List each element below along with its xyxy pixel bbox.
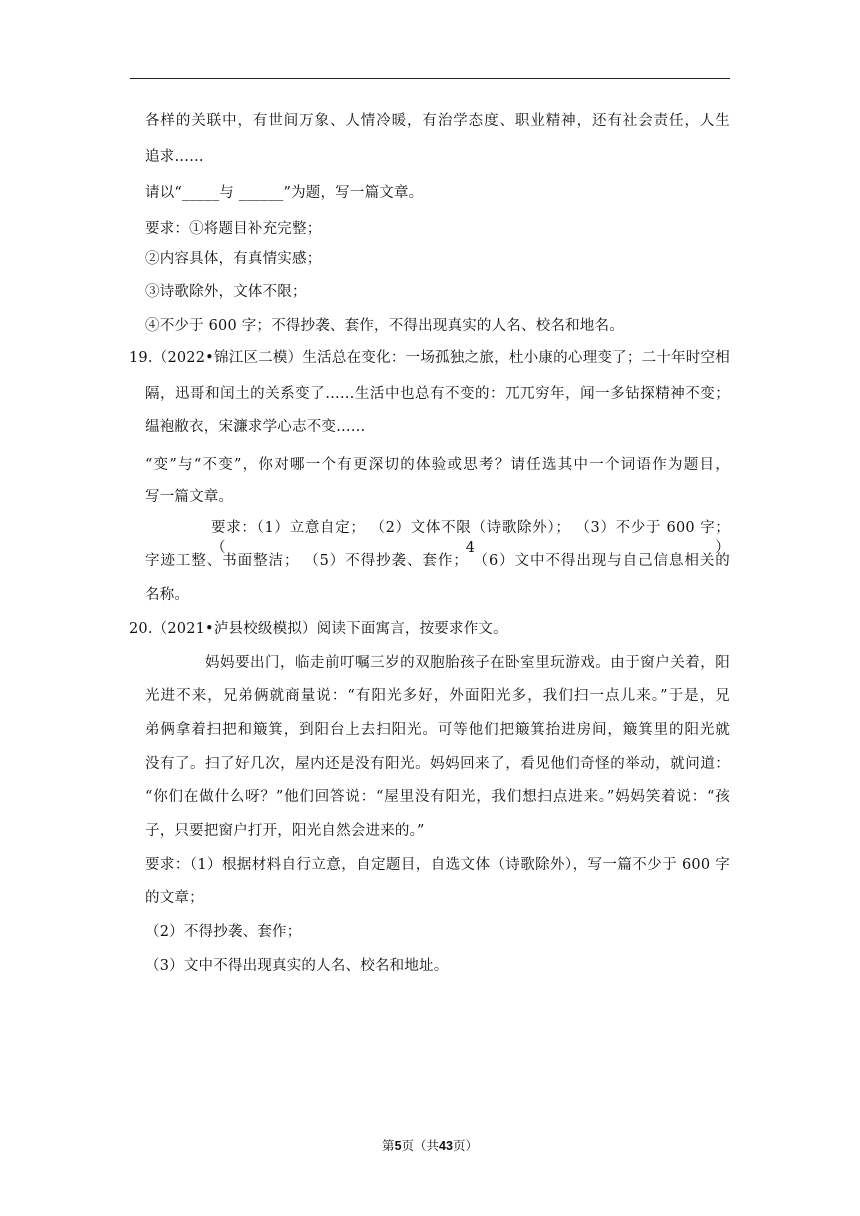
text-line: 光进不来，兄弟俩就商量说：“有阳光多好，外面阳光多，我们扫一点儿来。”于是，兄 <box>145 688 730 704</box>
text-line: 要求：（1）根据材料自行立意，自定题目，自选文体（诗歌除外），写一篇不少于 600 字 <box>145 857 730 873</box>
text-line: 要求：（1）立意自定； （2）文体不限（诗歌除外）； （3）不少于 600 字；（4） <box>211 520 730 556</box>
text-line: 追求…… <box>145 149 204 165</box>
text-line: “变”与“不变”，你对哪一个有更深切的体验或思考？请任选其中一个词语作为题目， <box>145 457 730 473</box>
text-line: “你们在做什么呀？”他们回答说：“屋里没有阳光，我们想扫点进来。”妈妈笑着说：“孩 <box>145 789 730 805</box>
total-page-number: 43 <box>439 1139 453 1153</box>
text-line: 字迹工整、书面整洁； （5）不得抄袭、套作； （6）文中不得出现与自己信息相关的 <box>145 553 730 569</box>
text-line: 名称。 <box>145 587 190 603</box>
current-page-number: 5 <box>394 1139 402 1153</box>
text-line: （3）文中不得出现真实的人名、校名和地址。 <box>145 958 449 974</box>
text-line: ②内容具体，有真情实感； <box>145 251 322 267</box>
text-line: 的文章； <box>145 890 204 906</box>
text-line: ④不少于 600 字；不得抄袭、套作，不得出现真实的人名、校名和地名。 <box>145 318 624 334</box>
text-line: 请以“_____与 ______”为题，写一篇文章。 <box>145 185 424 201</box>
footer-prefix: 第 <box>382 1138 395 1153</box>
footer-middle: 页（共 <box>401 1138 440 1153</box>
text-line: 缊袍敝衣，宋濂求学心志不变…… <box>145 419 366 435</box>
text-line: ③诗歌除外，文体不限； <box>145 284 307 300</box>
text-line: 各样的关联中，有世间万象、人情冷暖，有治学态度、职业精神，还有社会责任，人生 <box>145 113 730 129</box>
text-line: 弟俩拿着扫把和簸箕，到阳台上去扫阳光。可等他们把簸箕抬进房间，簸箕里的阳光就 <box>145 722 730 738</box>
text-line: 要求：①将题目补充完整； <box>145 221 322 237</box>
text-line: 子，只要把窗户打开，阳光自然会进来的。” <box>145 823 425 839</box>
text-line: 隔，迅哥和闰土的关系变了……生活中也总有不变的：兀兀穷年，闻一多钻探精神不变； <box>145 386 730 402</box>
text-line: 没有了。扫了好几次，屋内还是没有阳光。妈妈回来了，看见他们奇怪的举动，就问道： <box>145 756 730 772</box>
question-19-heading: 19.（2022•锦江区二模）生活总在变化：一场孤独之旅，杜小康的心理变了；二十年时空相 <box>129 350 730 366</box>
page-footer <box>0 1138 860 1154</box>
text-line: 写一篇文章。 <box>145 489 234 505</box>
text-line: 妈妈要出门，临走前叮嘱三岁的双胞胎孩子在卧室里玩游戏。由于窗户关着，阳 <box>205 655 730 671</box>
question-20-heading: 20.（2021•泸县校级模拟）阅读下面寓言，按要求作文。 <box>129 621 508 637</box>
text-line: （2）不得抄袭、套作； <box>145 924 302 940</box>
footer-suffix: 页） <box>452 1138 478 1153</box>
